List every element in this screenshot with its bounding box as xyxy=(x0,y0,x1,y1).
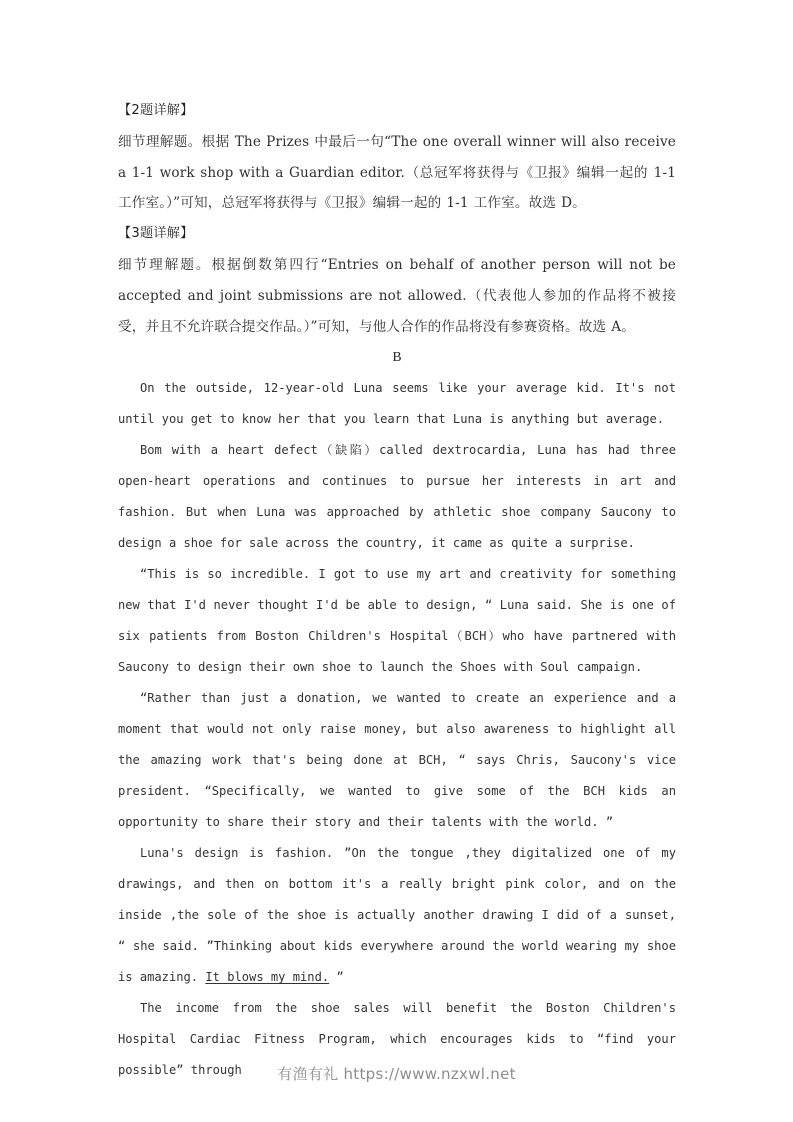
explanation-body-3: 细节理解题。根据倒数第四行“Entries on behalf of another person will not be accepted and joint submissions are not allowed.（代表他人参加的作品将不被接受，并且不允许联合提交作品。）”可知，与他人合作的作品将没有参赛资格。故选 A。 xyxy=(118,256,676,335)
passage-paragraph-1: On the outside, 12-year-old Luna seems like your average kid. It's not until you get to know her that you learn that Luna is anything but average. xyxy=(118,381,676,427)
watermark-url: https://www.nzxwl.net xyxy=(343,1065,516,1083)
footer-watermark xyxy=(0,1063,793,1084)
passage-paragraph-2: Bom with a heart defect（缺陷）called dextrocardia, Luna has had three open-heart operations and continues to pursue her interests in art and fashion. But when Luna was approached by athletic shoe company Saucony to design a shoe for sale across the country, it came as quite a surprise. xyxy=(118,443,676,551)
passage-text-run-1: It blows my mind. xyxy=(205,970,330,985)
explanation-heading-2: 【2题详解】 xyxy=(118,103,194,118)
explanation-body-2: 细节理解题。根据 The Prizes 中最后一句“The one overall winner will also receive a 1-1 work shop with a Guardian editor.（总冠军将获得与《卫报》编辑一起的 1-1 工作室。）”可知，总冠军将获得与《卫报》编辑一起的 1-1 工作室。故选 D。 xyxy=(118,133,676,212)
page-content xyxy=(118,96,676,1086)
passage-label-b: B xyxy=(392,349,402,365)
passage-paragraph-5 xyxy=(118,838,676,993)
passage-paragraph-6: The income from the shoe sales will benefit the Boston Children's Hospital Cardiac Fitness Program, which encourages kids to “find your possible” through xyxy=(118,1001,676,1078)
passage-text-run-0: Luna's design is fashion. ”On the tongue ,they digitalized one of my drawings, and then on bottom it's a really bright pink color, and on the inside ,the sole of the shoe is actually another drawing I did of a sunset, “ she said. ”Thinking about kids everywhere around the world wearing my shoe is amazing. xyxy=(118,846,676,985)
watermark-brand: 有渔有礼 xyxy=(277,1065,339,1083)
explanation-heading-3: 【3题详解】 xyxy=(118,226,194,242)
passage-text-run-2: ” xyxy=(329,970,344,985)
passage-paragraph-4: “Rather than just a donation, we wanted to create an experience and a moment that would not only raise money, but also awareness to highlight all the amazing work that's being done at BCH, “ says Chris, Saucony's vice president. “Specifically, we wanted to give some of the BCH kids an opportunity to share their story and their talents with the world. ” xyxy=(118,691,676,830)
passage-paragraph-3: “This is so incredible. I got to use my art and creativity for something new that I'd never thought I'd be able to design, “ Luna said. She is one of six patients from Boston Children's Hospital（BCH）who have partnered with Saucony to design their own shoe to launch the Shoes with Soul campaign. xyxy=(118,567,676,675)
